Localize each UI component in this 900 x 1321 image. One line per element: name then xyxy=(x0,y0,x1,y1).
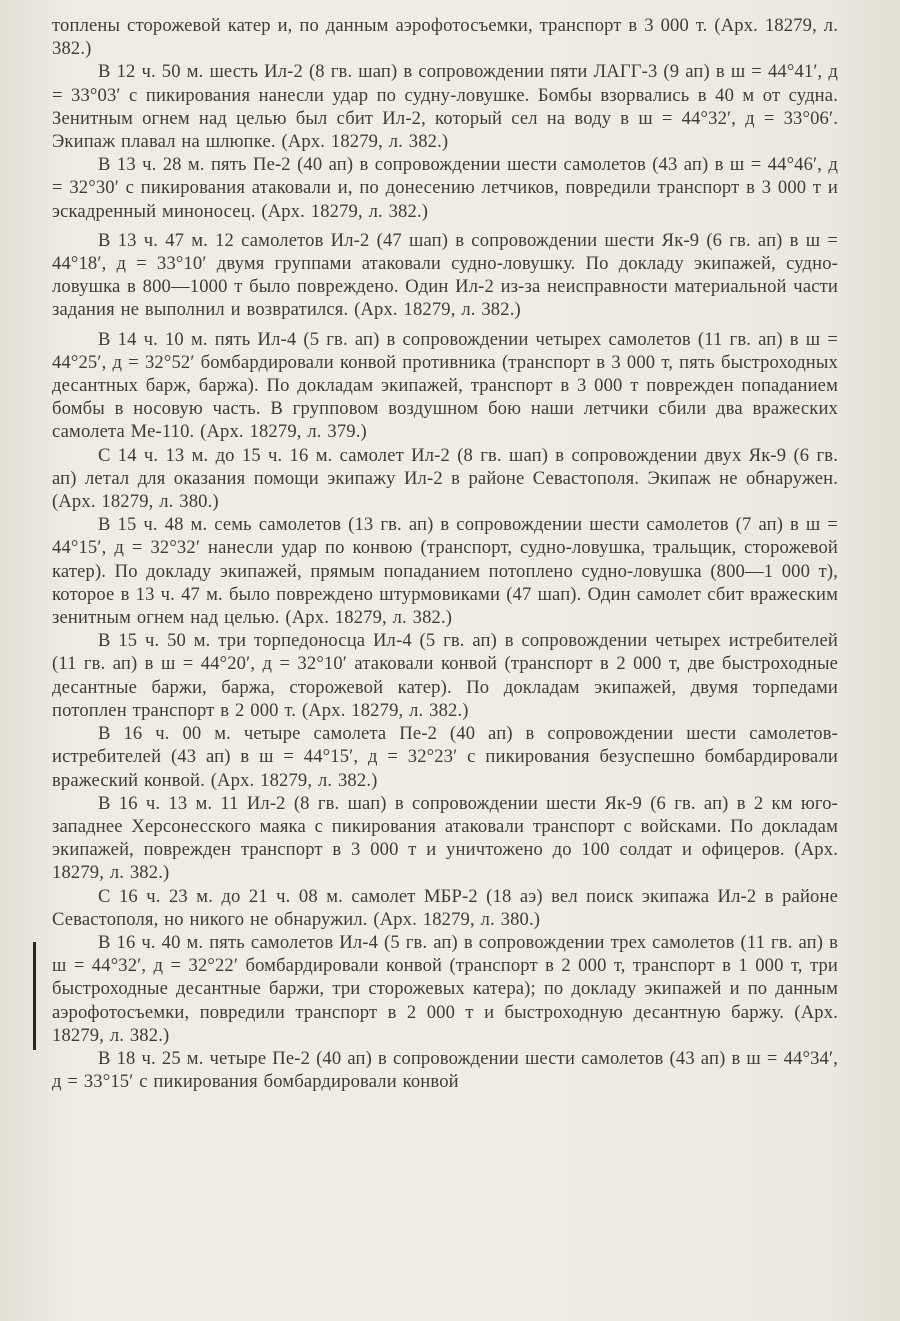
paragraph-9: В 16 ч. 00 м. четыре самолета Пе-2 (40 ап) в сопровождении шести самолетов-истребителей (43 ап) в ш = 44°15′, д = 32°23′ с пикирования безуспешно бомбардировали вражеский конвой. (Арх. 18279, л. 382.) xyxy=(52,723,838,791)
paragraph-7: В 15 ч. 48 м. семь самолетов (13 гв. ап) в сопровождении шести самолетов (7 ап) в ш = 44°15′, д = 32°32′ нанесли удар по конвою (транспорт, судно-ловушка, тральщик, сторожевой катер). По докладу экипажей, прямым попаданием потоплено судно-ловушка (800—1 000 т), которое в 13 ч. 47 м. было повреждено штурмовиками (47 шап). Один самолет сбит вражеским зенитным огнем над целью. (Арх. 18279, л. 382.) xyxy=(52,514,838,629)
paragraph-10: В 16 ч. 13 м. 11 Ил-2 (8 гв. шап) в сопровождении шести Як-9 (6 гв. ап) в 2 км юго-западнее Херсонесского маяка с пикирования атаковали транспорт с войсками. По докладам экипажей, поврежден транспорт в 3 000 т и уничтожено до 100 солдат и офицеров. (Арх. 18279, л. 382.) xyxy=(52,792,838,884)
paragraph-6: С 14 ч. 13 м. до 15 ч. 16 м. самолет Ил-2 (8 гв. шап) в сопровождении двух Як-9 (6 гв. ап) летал для оказания помощи экипажу Ил-2 в районе Севастополя. Экипаж не обнаружен. (Арх. 18279, л. 380.) xyxy=(52,444,838,513)
paragraph-1: топлены сторожевой катер и, по данным аэрофотосъемки, транспорт в 3 000 т. (Арх. 18279, л. 382.) xyxy=(52,15,838,60)
margin-bar xyxy=(33,942,36,1050)
paragraph-8: В 15 ч. 50 м. три торпедоносца Ил-4 (5 гв. ап) в сопровождении четырех истребителей (11 гв. ап) в ш = 44°20′, д = 32°10′ атаковали конвой (транспорт в 2 000 т, две быстроходные десантные баржи, баржа, сторожевой катер). По докладам экипажей, двумя торпедами потоплен транспорт в 2 000 т. (Арх. 18279, л. 382.) xyxy=(52,630,838,721)
paragraph-13: В 18 ч. 25 м. четыре Пе-2 (40 ап) в сопровождении шести самолетов (43 ап) в ш = 44°34′, д = 33°15′ с пикирования бомбардировали конвой xyxy=(52,1047,838,1093)
paragraph-2: В 12 ч. 50 м. шесть Ил-2 (8 гв. шап) в сопровождении пяти ЛАГГ-3 (9 ап) в ш = 44°41′, д = 33°03′ с пикирования нанесли удар по судну-ловушке. Бомбы взорвались в 40 м от судна. Зенитным огнем над целью был сбит Ил-2, который сел на воду в ш = 44°32′, д = 33°06′. Экипаж плавал на шлюпке. (Арх. 18279, л. 382.) xyxy=(52,61,838,153)
paragraph-12: В 16 ч. 40 м. пять самолетов Ил-4 (5 гв. ап) в сопровождении трех самолетов (11 гв. ап) в ш = 44°32′, д = 32°22′ бомбардировали конвой (транспорт в 2 000 т, транспорт в 1 000 т, три быстроходные десантные баржи, три сторожевых катера); по докладу экипажей и по данным аэрофотосъемки, повредили транспорт в 2 000 т и быстроходную десантную баржу. (Арх. 18279, л. 382.) xyxy=(52,931,838,1046)
paragraph-11: С 16 ч. 23 м. до 21 ч. 08 м. самолет МБР-2 (18 аэ) вел поиск экипажа Ил-2 в районе Севастополя, но никого не обнаружил. (Арх. 18279, л. 380.) xyxy=(52,885,838,930)
paragraph-5: В 14 ч. 10 м. пять Ил-4 (5 гв. ап) в сопровождении четырех самолетов (11 гв. ап) в ш = 44°25′, д = 32°52′ бомбардировали конвой противника (транспорт в 3 000 т, пять быстроходных десантных барж, баржа). По докладам экипажей, транспорт в 3 000 т поврежден попаданием бомбы в носовую часть. В групповом воздушном бою наши летчики сбили два вражеских самолета Ме-110. (Арх. 18279, л. 379.) xyxy=(52,328,838,443)
paragraph-4: В 13 ч. 47 м. 12 самолетов Ил-2 (47 шап) в сопровождении шести Як-9 (6 гв. ап) в ш = 44°18′, д = 33°10′ двумя группами атаковали судно-ловушку. По докладу экипажей, судно-ловушка в 800—1000 т было повреждено. Один Ил-2 из-за неисправности материальной части задания не выполнил и возвратился. (Арх. 18279, л. 382.) xyxy=(52,229,838,321)
paragraph-3: В 13 ч. 28 м. пять Пе-2 (40 ап) в сопровождении шести самолетов (43 ап) в ш = 44°46′, д = 32°30′ с пикирования атаковали и, по донесению летчиков, повредили транспорт в 3 000 т и эскадренный миноносец. (Арх. 18279, л. 382.) xyxy=(52,154,838,222)
